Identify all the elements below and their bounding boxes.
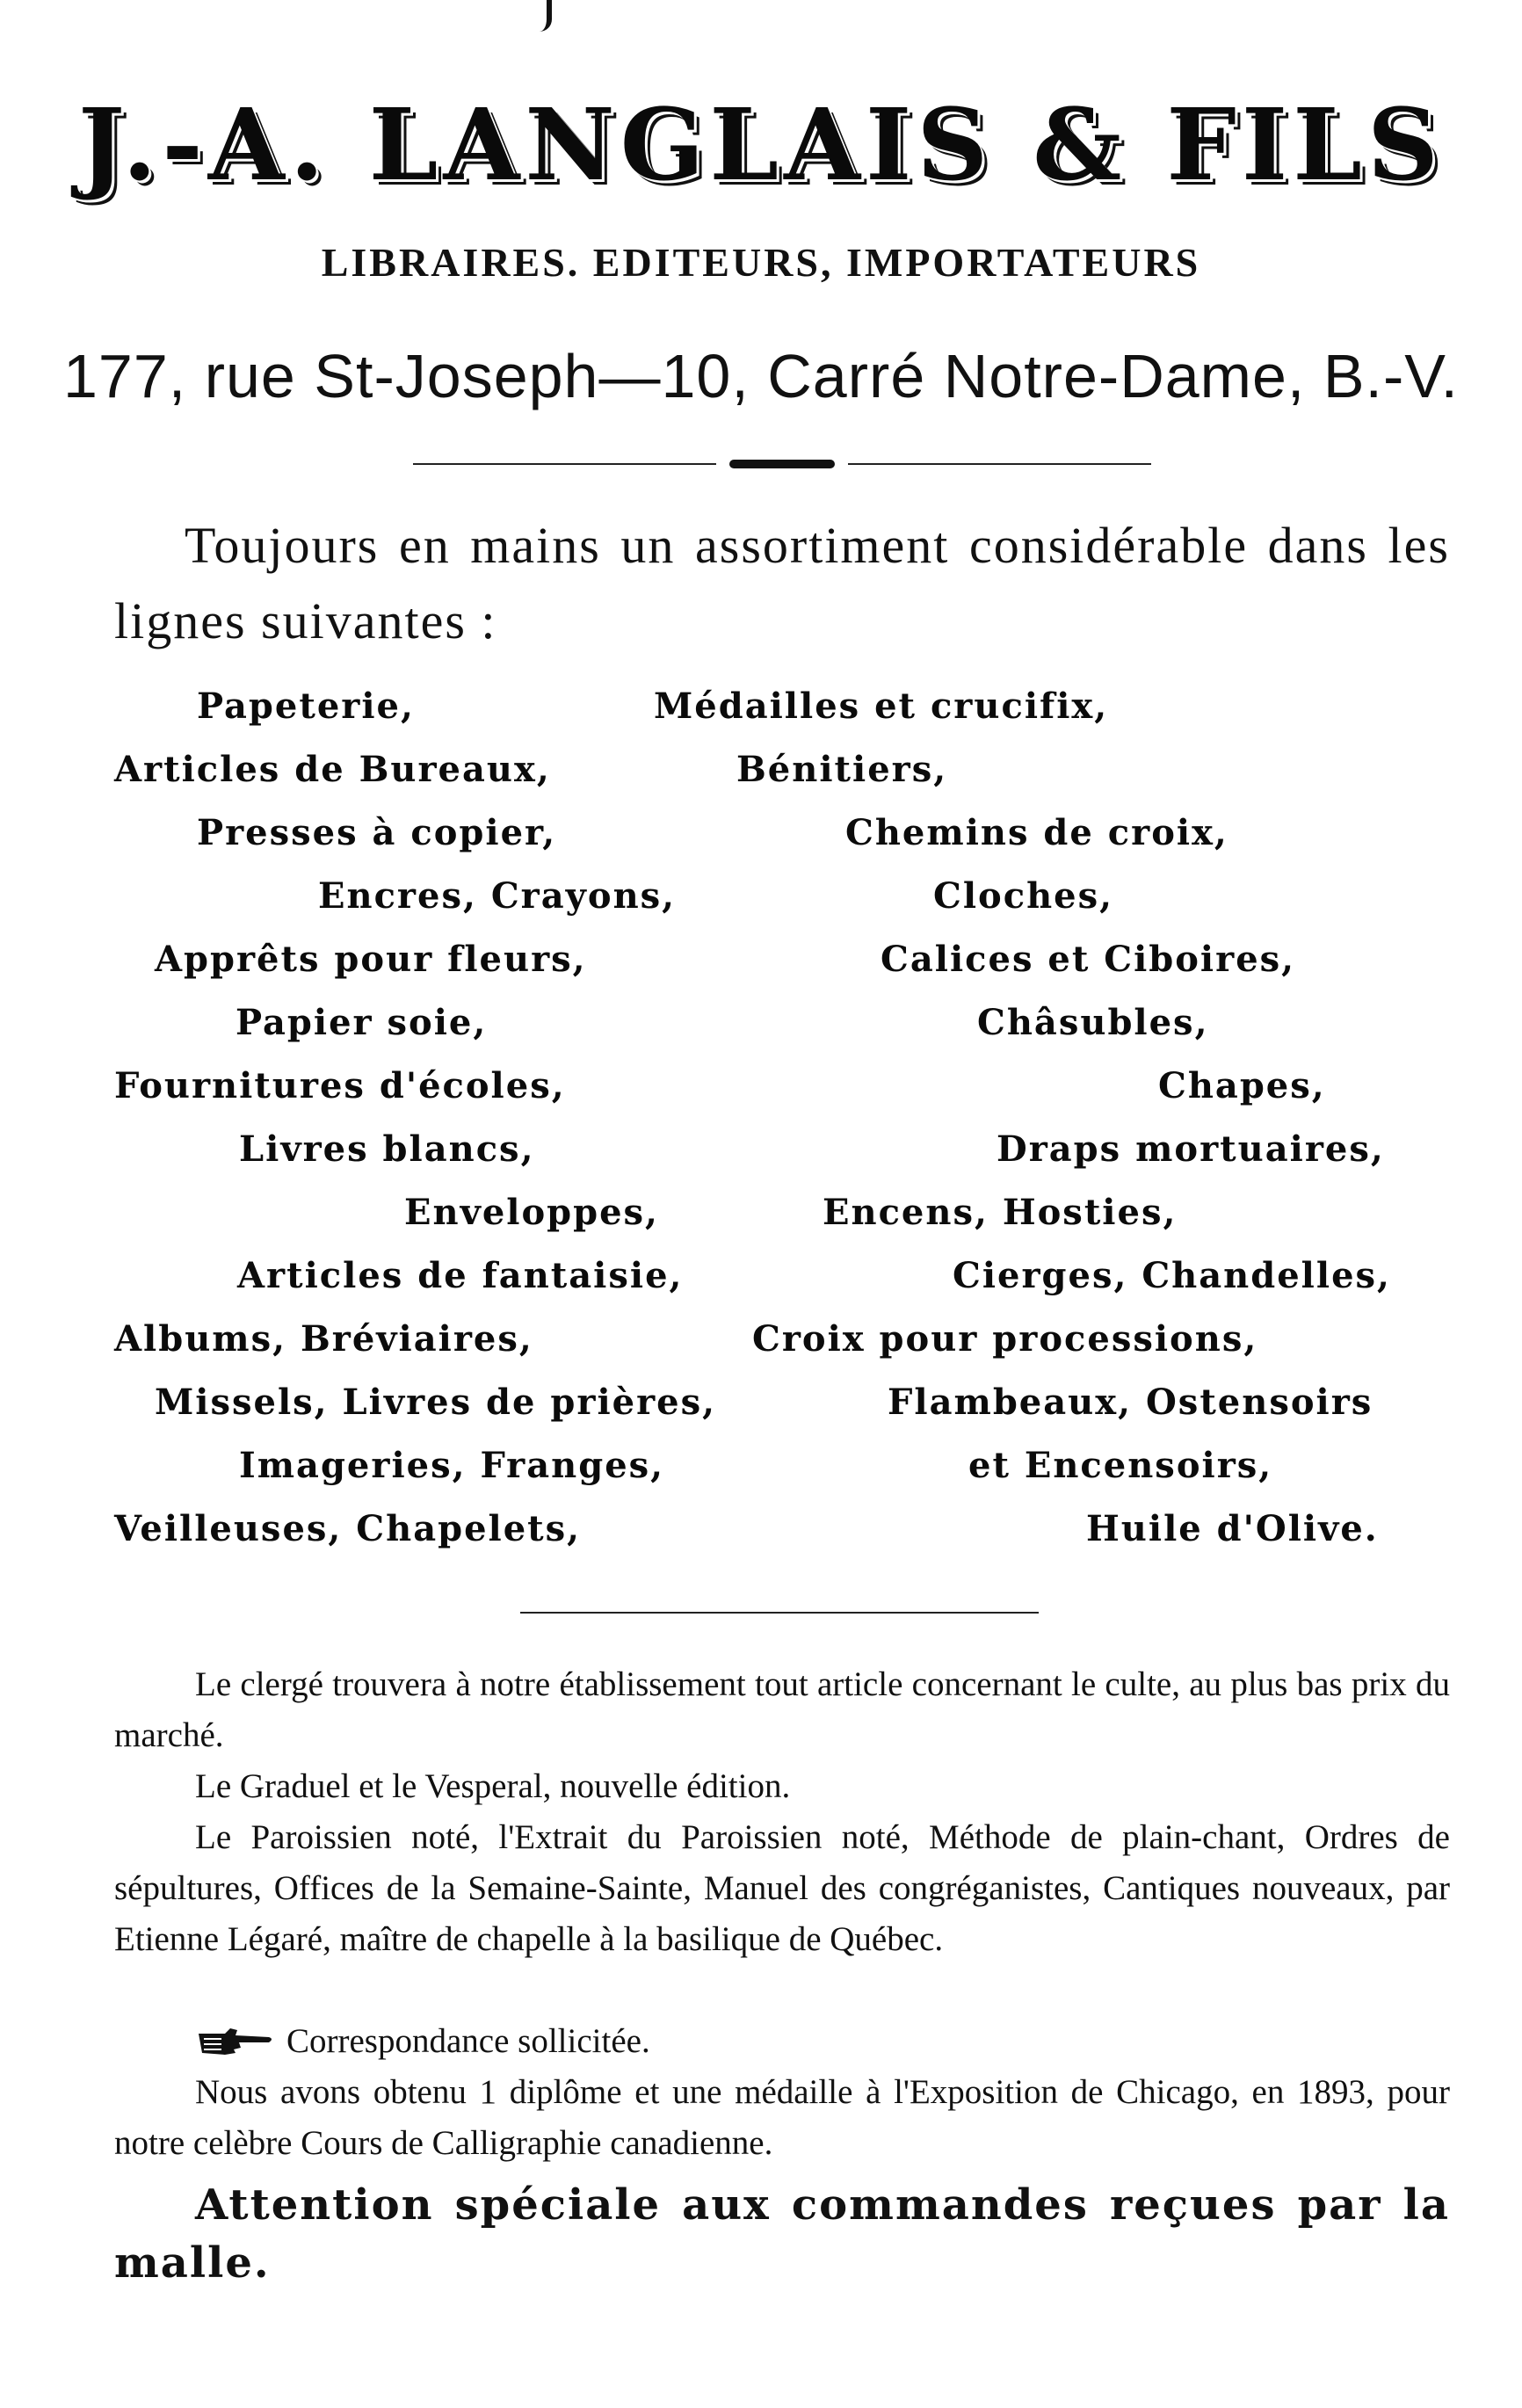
item-right: Huile d'Olive. xyxy=(1086,1508,1379,1549)
note-chicago-award: Nous avons obtenu 1 diplôme et une médaille à l'Exposition de Chicago, en 1893, pour notre celèbre Cours de Calligraphie canadienne. xyxy=(114,2073,1450,2162)
item-right: Calices et Ciboires, xyxy=(881,939,1296,980)
item-right: Draps mortuaires, xyxy=(997,1128,1385,1170)
item-left: Imageries, Franges, xyxy=(239,1445,665,1486)
item-left: Fournitures d'écoles, xyxy=(114,1065,566,1106)
note-correspondence xyxy=(195,2016,1425,2067)
note-correspondence-text: Correspondance sollicitée. xyxy=(286,2022,650,2060)
item-right: Cloches, xyxy=(933,875,1114,917)
item-left: Papier soie, xyxy=(236,1002,488,1043)
item-left: Missels, Livres de prières, xyxy=(155,1382,717,1423)
note-clergy: Le clergé trouvera à notre établissement tout article concernant le culte, au plus bas prix du marché. xyxy=(114,1665,1450,1754)
item-right: Bénitiers, xyxy=(736,749,948,790)
item-left: Livres blancs, xyxy=(239,1128,535,1170)
item-left: Encres, Crayons, xyxy=(318,875,677,917)
intro-paragraph: Toujours en mains un assortiment considérable dans les lignes suivantes : xyxy=(114,517,1450,649)
attention-notice: Attention spéciale aux commandes reçues par la malle. xyxy=(114,2180,1450,2288)
item-right: Flambeaux, Ostensoirs xyxy=(888,1382,1373,1423)
firm-address: 177, rue St-Joseph—10, Carré Notre-Dame, B.-V. xyxy=(63,342,1459,410)
firm-trades: LIBRAIRES. EDITEURS, IMPORTATEURS xyxy=(321,240,1201,285)
note-graduel: Le Graduel et le Vesperal, nouvelle édition. xyxy=(195,1767,791,1805)
item-right: Croix pour processions, xyxy=(752,1318,1258,1360)
item-left: Presses à copier, xyxy=(197,812,557,853)
firm-name: J.-A. LANGLAIS & FILS xyxy=(78,88,1444,203)
item-right: Médailles et crucifix, xyxy=(654,685,1109,727)
item-left: Articles de Bureaux, xyxy=(114,749,551,790)
ink-mark xyxy=(534,0,552,32)
item-right: Chapes, xyxy=(1158,1065,1326,1106)
item-right: et Encensoirs, xyxy=(968,1445,1273,1486)
item-right: Chemins de croix, xyxy=(845,812,1228,853)
divider-rule xyxy=(520,1612,1039,1614)
item-left: Apprêts pour fleurs, xyxy=(155,939,587,980)
item-left: Albums, Bréviaires, xyxy=(114,1318,533,1360)
note-publications: Le Paroissien noté, l'Extrait du Paroissien noté, Méthode de plain-chant, Ordres de sépultures, Offices de la Semaine-Sainte, Manuel des congréganistes, Cantiques nouveaux, par Etienne Légaré, maître de chapelle à la basilique de Québec. xyxy=(114,1818,1450,1958)
item-left: Enveloppes, xyxy=(404,1192,659,1233)
item-left: Veilleuses, Chapelets, xyxy=(114,1508,582,1549)
item-right: Châsubles, xyxy=(977,1002,1209,1043)
item-right: Cierges, Chandelles, xyxy=(953,1255,1391,1296)
item-left: Papeterie, xyxy=(197,685,415,727)
ornamental-rule xyxy=(413,457,1151,473)
item-left: Articles de fantaisie, xyxy=(237,1255,684,1296)
item-right: Encens, Hosties, xyxy=(823,1192,1178,1233)
